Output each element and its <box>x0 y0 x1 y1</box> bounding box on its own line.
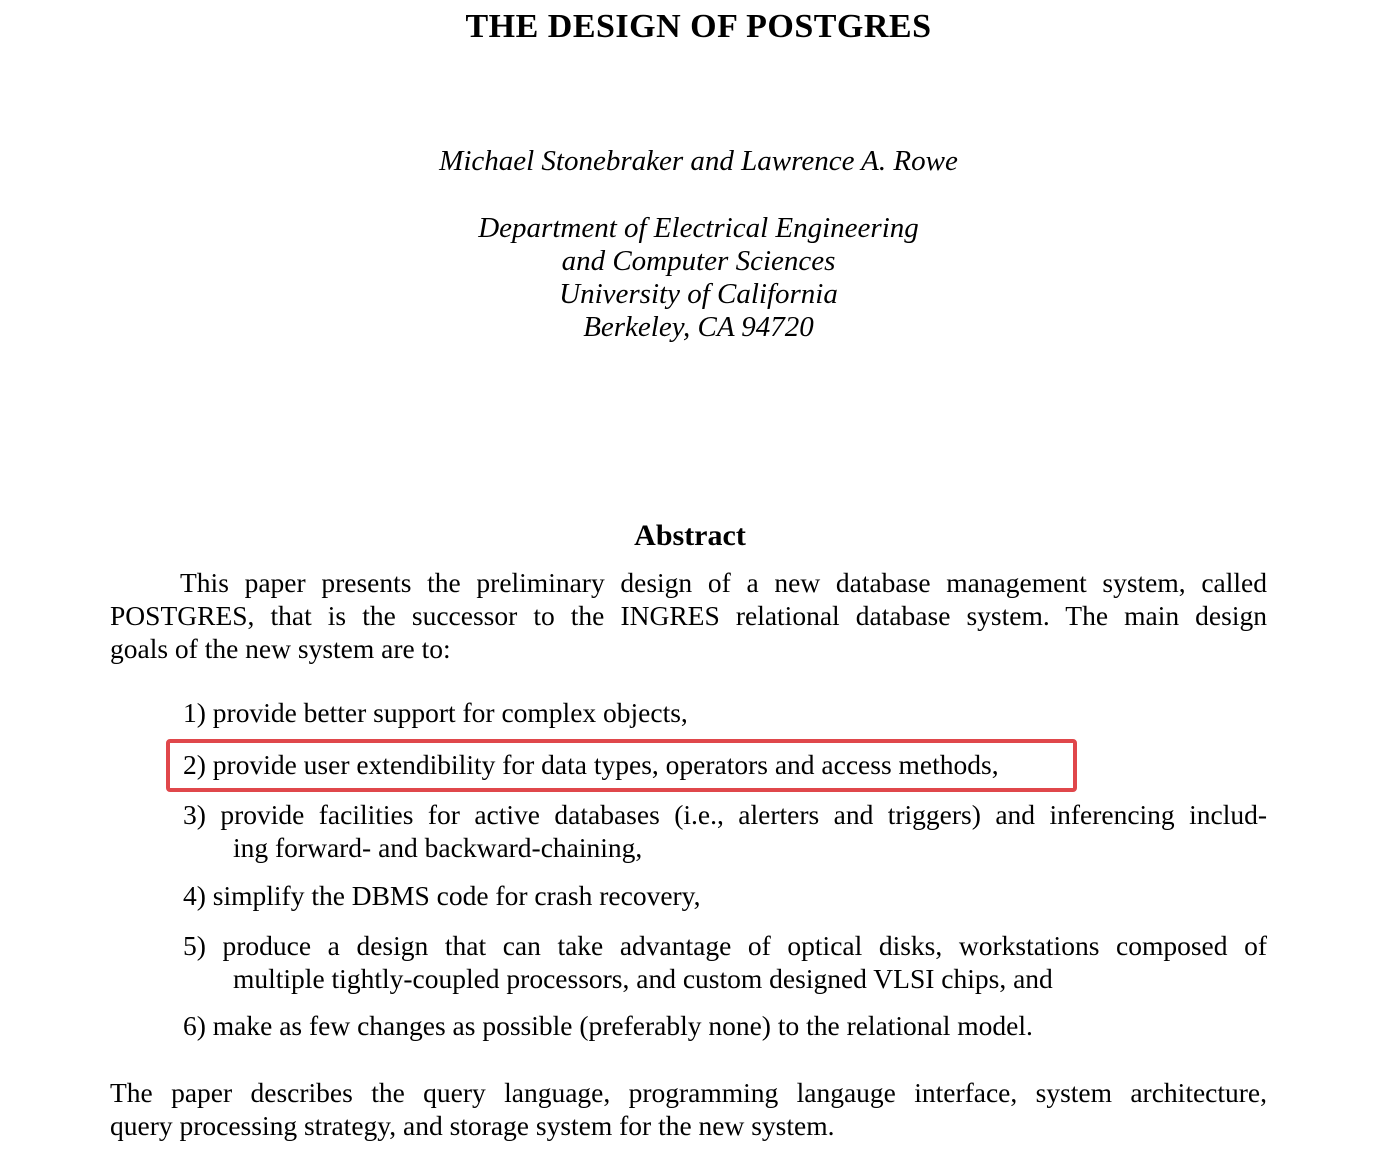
abstract-line: goals of the new system are to: <box>110 633 451 664</box>
goal-line: 4) simplify the DBMS code for crash recovery, <box>183 880 701 911</box>
goal-item-5 <box>183 929 1267 995</box>
abstract-paragraph <box>110 566 1267 665</box>
abstract-line: POSTGRES, that is the successor to the INGRES relational database system. The main design <box>110 600 1267 631</box>
goal-item-6 <box>183 1009 1267 1042</box>
goal-line: 5) produce a design that can take advantage of optical disks, workstations composed of <box>183 930 1267 961</box>
closing-paragraph <box>110 1076 1267 1142</box>
goal-line: 3) provide facilities for active databases (i.e., alerters and triggers) and inferencing includ- <box>183 799 1267 830</box>
affiliation-block <box>0 212 1397 344</box>
goal-line: ing forward- and backward-chaining, <box>233 832 643 863</box>
affiliation-line: Department of Electrical Engineering <box>478 212 919 244</box>
goal-item-2 <box>183 748 1267 781</box>
authors-line: Michael Stonebraker and Lawrence A. Rowe <box>439 145 958 177</box>
affiliation-line: and Computer Sciences <box>561 245 836 277</box>
goal-item-4 <box>183 879 1267 912</box>
closing-line: query processing strategy, and storage system for the new system. <box>110 1110 835 1141</box>
goal-item-1 <box>183 696 1267 729</box>
goal-line: 2) provide user extendibility for data types, operators and access methods, <box>183 749 999 780</box>
goal-line: 6) make as few changes as possible (preferably none) to the relational model. <box>183 1010 1033 1041</box>
abstract-line: This paper presents the preliminary design of a new database management system, called <box>180 567 1267 598</box>
goal-line: 1) provide better support for complex objects, <box>183 697 688 728</box>
closing-line: The paper describes the query language, programming langauge interface, system architecture, <box>110 1077 1267 1108</box>
affiliation-line: University of California <box>559 278 838 310</box>
goal-item-3 <box>183 798 1267 864</box>
abstract-heading: Abstract <box>634 519 746 552</box>
paper-title: THE DESIGN OF POSTGRES <box>465 8 932 45</box>
affiliation-line: Berkeley, CA 94720 <box>583 311 814 343</box>
goal-line: multiple tightly-coupled processors, and custom designed VLSI chips, and <box>233 963 1053 994</box>
